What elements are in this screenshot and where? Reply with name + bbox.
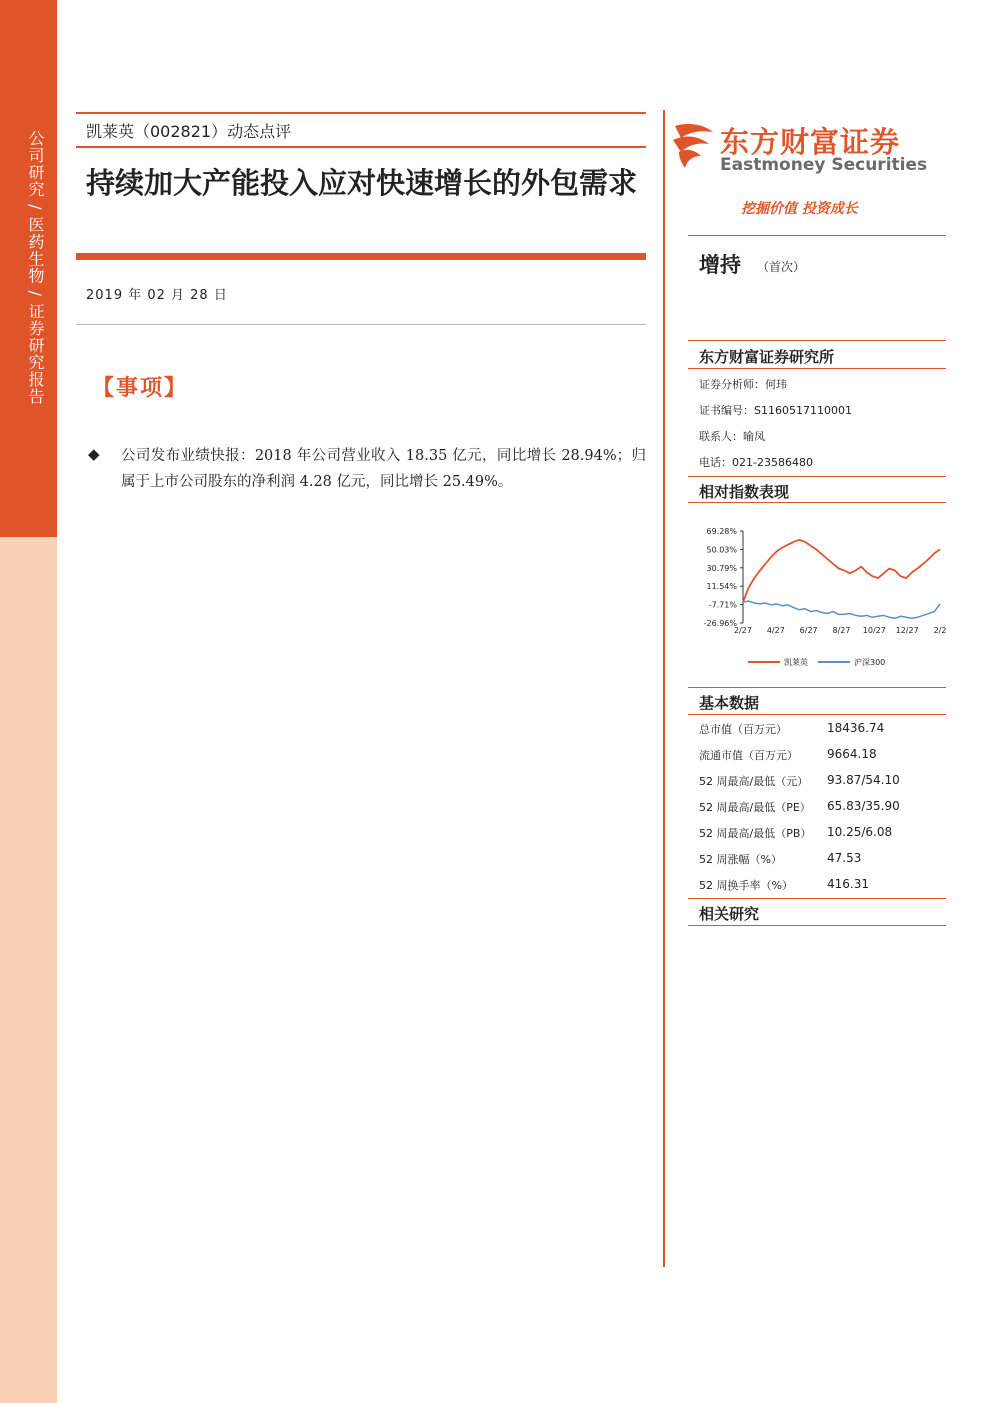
report-date: 2019 年 02 月 28 日 — [86, 288, 228, 303]
basic-data-bottom-rule — [688, 714, 946, 715]
basic-data-label: 52 周涨幅（%） — [699, 853, 782, 866]
header-mid-rule — [76, 146, 646, 148]
date-rule — [76, 324, 646, 325]
performance-top-rule — [688, 476, 946, 477]
x-tick-label: 10/27 — [862, 626, 886, 635]
basic-data-value: 416.31 — [827, 877, 869, 891]
contact-phone: 电话：021-23586480 — [699, 456, 813, 469]
y-tick-label: -26.96% — [703, 619, 737, 628]
slogan-rule — [688, 235, 946, 236]
institute-heading: 东方财富证券研究所 — [699, 348, 835, 366]
series-line-index — [743, 601, 940, 618]
y-tick-label: -7.71% — [708, 600, 737, 610]
legend-label: 凯莱英 — [784, 658, 808, 667]
header-top-rule — [76, 112, 646, 114]
flame-logo-icon — [669, 118, 715, 170]
x-tick-label: 4/27 — [766, 626, 785, 635]
basic-data-value: 9664.18 — [827, 747, 877, 761]
diamond-bullet-icon: ◆ — [88, 445, 100, 463]
basic-data-label: 52 周换手率（%） — [699, 879, 793, 892]
basic-data-top-rule — [688, 687, 946, 688]
basic-data-value: 10.25/6.08 — [827, 825, 893, 839]
sidebar-category-text: 公司研究 / 医药生物 / 证券研究报告 — [26, 130, 45, 406]
performance-bottom-rule — [688, 502, 946, 503]
column-divider — [663, 110, 665, 1267]
page-title: 持续加大产能投入应对快速增长的外包需求 — [86, 166, 638, 200]
contact-person: 联系人：喻凤 — [699, 430, 765, 443]
institute-bottom-rule — [688, 368, 946, 369]
y-tick-label: 69.28% — [706, 527, 737, 536]
related-top-rule — [688, 898, 946, 899]
basic-data-value: 93.87/54.10 — [827, 773, 900, 787]
analyst-cert: 证书编号：S1160517110001 — [699, 404, 852, 417]
rating-note: （首次） — [757, 260, 806, 274]
brand-name-cn: 东方财富证券 — [720, 125, 901, 159]
y-tick-label: 50.03% — [706, 545, 737, 555]
rating-label: 增持 — [699, 253, 741, 277]
brand-slogan: 挖掘价值 投资成长 — [741, 201, 858, 217]
y-tick-label: 11.54% — [706, 582, 737, 592]
basic-data-value: 47.53 — [827, 851, 862, 865]
basic-data-value: 18436.74 — [827, 721, 885, 735]
x-tick-label: 2/27 — [734, 626, 752, 635]
performance-heading: 相对指数表现 — [699, 483, 790, 501]
series-line-stock — [743, 540, 940, 602]
basic-data-label: 流通市值（百万元） — [699, 749, 798, 762]
basic-data-heading: 基本数据 — [699, 694, 760, 712]
legend-label: 沪深300 — [854, 658, 886, 667]
report-type: 凯莱英（002821）动态点评 — [86, 122, 292, 141]
basic-data-value: 65.83/35.90 — [827, 799, 900, 813]
x-tick-label: 6/27 — [799, 626, 818, 635]
basic-data-label: 52 周最高/最低（元） — [699, 775, 809, 788]
event-bullet-text: 公司发布业绩快报：2018 年公司营业收入 18.35 亿元，同比增长 28.94%；归属于上市公司股东的净利润 4.28 亿元，同比增长 25.49%。 — [121, 448, 646, 490]
relative-performance-chart — [688, 520, 948, 675]
basic-data-label: 总市值（百万元） — [699, 723, 787, 736]
related-bottom-rule — [688, 925, 946, 926]
event-heading: 【事项】 — [92, 376, 189, 401]
related-research-heading: 相关研究 — [699, 905, 760, 923]
x-tick-label: 8/27 — [832, 626, 851, 635]
sidebar-band-light — [0, 537, 57, 1403]
title-thick-rule — [76, 253, 646, 260]
brand-name-en: Eastmoney Securities — [720, 155, 928, 175]
basic-data-label: 52 周最高/最低（PB） — [699, 827, 812, 840]
x-tick-label: 2/2 — [933, 626, 947, 635]
y-tick-label: 30.79% — [706, 563, 737, 573]
basic-data-label: 52 周最高/最低（PE） — [699, 801, 811, 814]
institute-top-rule — [688, 340, 946, 341]
x-tick-label: 12/27 — [895, 626, 919, 635]
analyst-name: 证券分析师：何玮 — [699, 378, 787, 391]
